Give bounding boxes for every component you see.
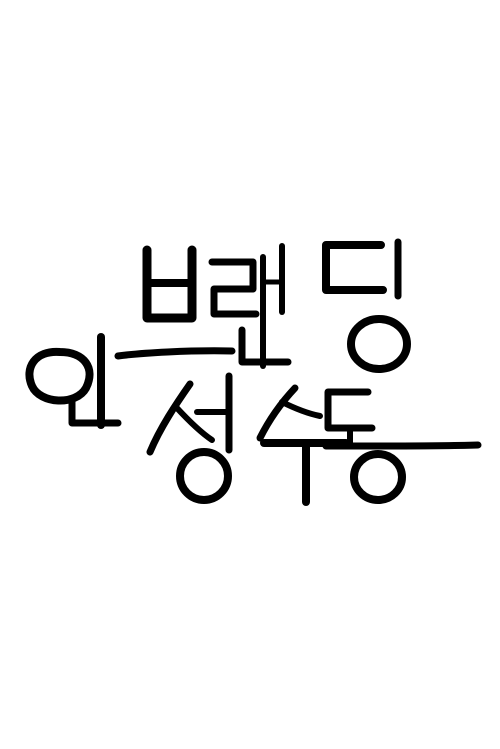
glyph-dong: [326, 392, 478, 500]
glyph-beu: [147, 250, 192, 318]
glyph-baseline-stroke: [118, 351, 232, 356]
glyph-in: [29, 337, 118, 425]
glyph-seong: [150, 376, 229, 500]
glyph-ding: [326, 242, 407, 369]
